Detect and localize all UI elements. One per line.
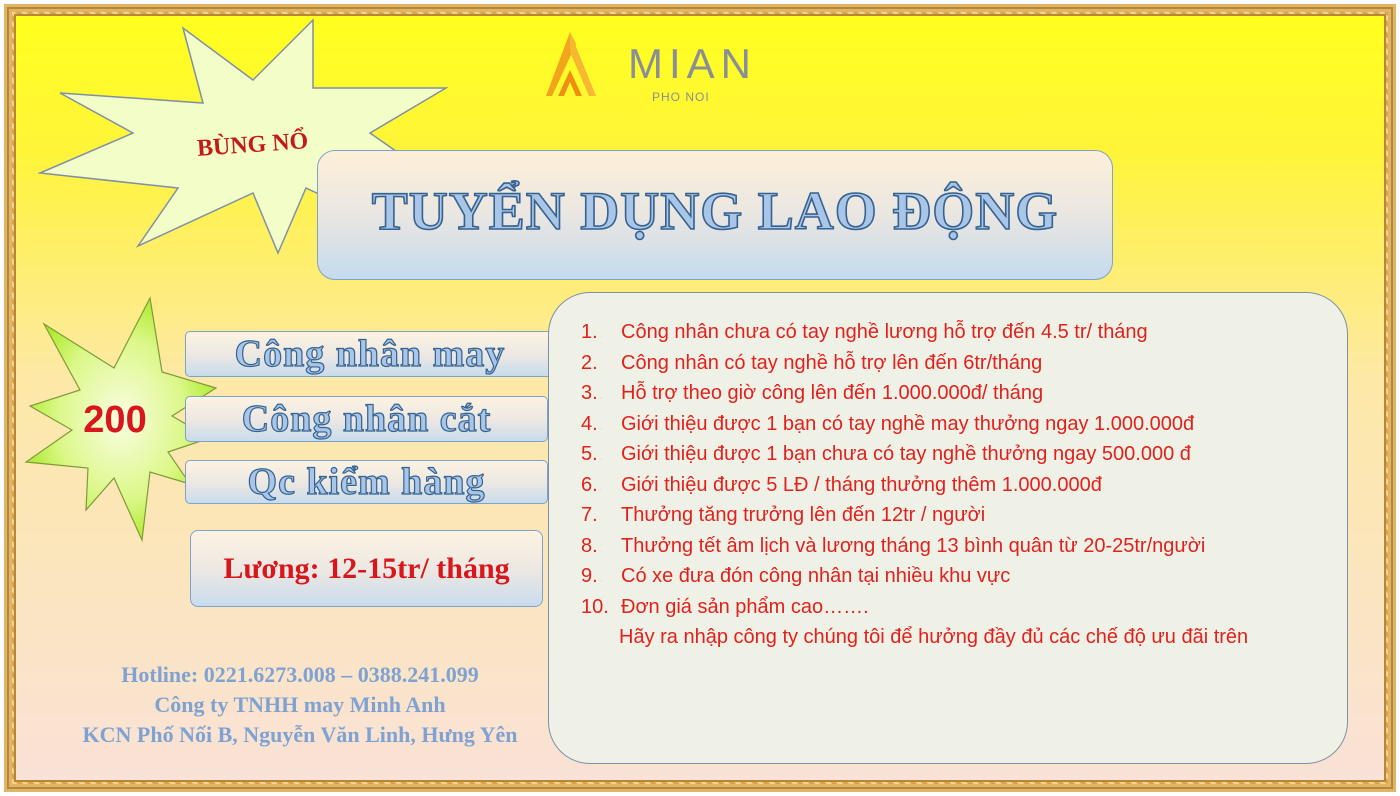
- benefit-text: Giới thiệu được 1 bạn chưa có tay nghề thưởng ngay 500.000 đ: [621, 443, 1191, 465]
- company-logo: [544, 30, 764, 110]
- benefit-text: Có xe đưa đón công nhân tại nhiều khu vực: [621, 565, 1011, 587]
- benefit-number: 9.: [581, 565, 598, 587]
- boom-label: BÙNG NỔ: [196, 127, 310, 162]
- benefit-item: [581, 470, 1313, 501]
- benefit-text: Giới thiệu được 5 LĐ / tháng thưởng thêm 1.000.000đ: [621, 473, 1102, 496]
- benefit-item: [581, 592, 1313, 623]
- mian-m-logo-icon: [544, 30, 604, 100]
- benefit-item: [581, 531, 1313, 562]
- logo-wordmark: MIAN: [628, 40, 757, 87]
- benefits-box: [548, 292, 1348, 764]
- job-box-cutting: [185, 396, 548, 442]
- company-name: Công ty TNHH may Minh Anh: [154, 692, 446, 717]
- benefit-text: Công nhân có tay nghề hỗ trợ lên đến 6tr/tháng: [621, 351, 1043, 374]
- benefit-number: 5.: [581, 443, 598, 465]
- job-box-sewing: [185, 331, 555, 377]
- benefit-number: 2.: [581, 351, 598, 374]
- salary-label: Lương: 12-15tr/ tháng: [223, 551, 510, 585]
- company-address: KCN Phố Nối B, Nguyễn Văn Linh, Hưng Yên: [82, 722, 518, 747]
- logo-subtitle: PHO NOI: [652, 90, 710, 104]
- benefit-number: 3.: [581, 382, 598, 404]
- benefit-item: [581, 439, 1313, 470]
- benefit-text: Công nhân chưa có tay nghề lương hỗ trợ đến 4.5 tr/ tháng: [621, 321, 1148, 343]
- benefit-number: 10.: [581, 595, 609, 618]
- benefit-text: Giới thiệu được 1 bạn có tay nghề may thưởng ngay 1.000.000đ: [621, 412, 1195, 435]
- benefit-number: 1.: [581, 321, 598, 343]
- headline: TUYỂN DỤNG LAO ĐỘNG: [371, 181, 1059, 241]
- salary-box: [190, 530, 543, 607]
- job-label: Công nhân may: [234, 333, 506, 375]
- benefit-number: 6.: [581, 473, 598, 496]
- headline-box: [317, 150, 1113, 280]
- benefits-list: [581, 317, 1313, 622]
- benefit-number: 7.: [581, 504, 598, 526]
- job-label: Công nhân cắt: [241, 398, 492, 440]
- contact-block: [20, 660, 580, 750]
- benefit-item: [581, 409, 1313, 440]
- benefit-text: Đơn giá sản phẩm cao…….: [621, 595, 869, 618]
- benefit-text: Hỗ trợ theo giờ công lên đến 1.000.000đ/ tháng: [621, 382, 1044, 404]
- benefits-closing: Hãy ra nhập công ty chúng tôi để hưởng đầy đủ các chế độ ưu đãi trên: [619, 626, 1249, 648]
- benefit-text: Thưởng tết âm lịch và lương tháng 13 bình quân từ 20-25tr/người: [621, 534, 1206, 557]
- hotline-text: Hotline: 0221.6273.008 – 0388.241.099: [121, 662, 479, 687]
- headcount: 200: [83, 398, 147, 441]
- benefit-item: [581, 561, 1313, 592]
- job-box-qc: [185, 460, 548, 504]
- benefit-item: [581, 317, 1313, 348]
- job-label: Qc kiểm hàng: [247, 461, 486, 503]
- benefit-item: [581, 500, 1313, 531]
- benefit-item: [581, 348, 1313, 379]
- benefit-number: 8.: [581, 534, 598, 557]
- benefit-text: Thưởng tăng trưởng lên đến 12tr / người: [621, 504, 986, 526]
- benefit-item: [581, 378, 1313, 409]
- benefit-number: 4.: [581, 412, 598, 435]
